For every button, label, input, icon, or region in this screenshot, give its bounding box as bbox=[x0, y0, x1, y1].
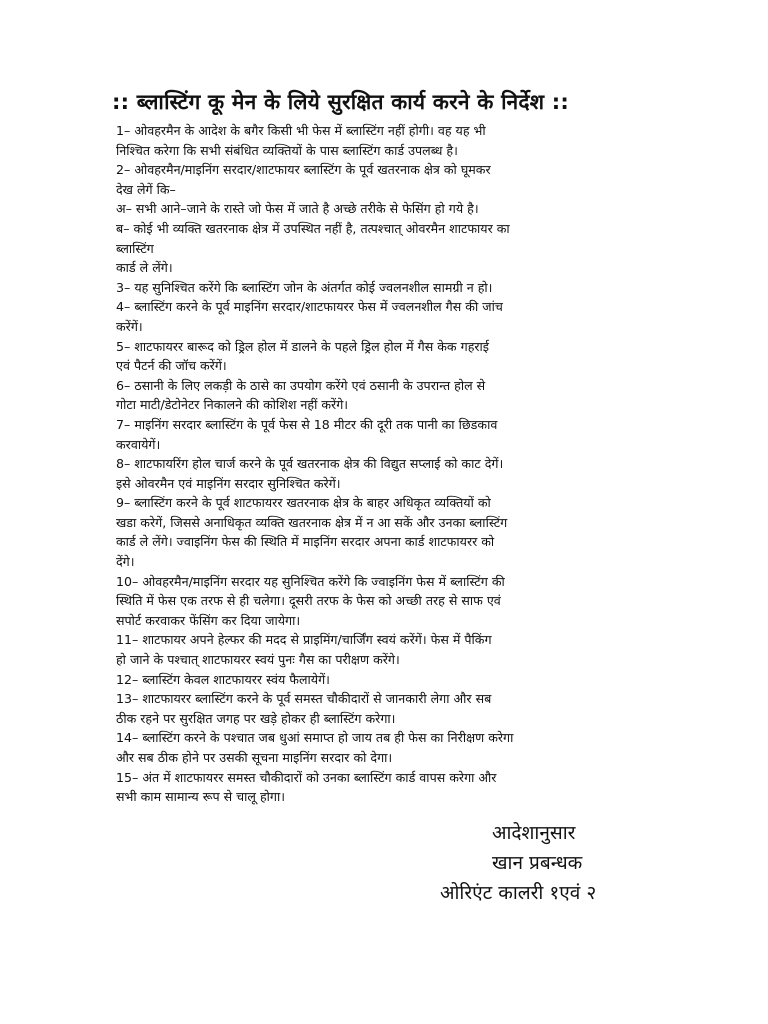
text-line: 13– शाटफायरर ब्लास्टिंग करने के पूर्व समस्त चौकीदारों से जानकारी लेगा और सब bbox=[116, 691, 492, 707]
text-line: 14– ब्लास्टिंग करने के पश्चात जब धुआं समाप्त हो जाय तब ही फेस का निरीक्षण करेगा bbox=[116, 730, 514, 746]
text-line: 5– शाटफायरर बारूद को ड्रिल होल में डालने के पहले ड्रिल होल में गैस केक गहराई bbox=[116, 338, 489, 354]
text-line: और सब ठीक होने पर उसकी सूचना माइनिंग सरदार को देगा। bbox=[116, 750, 393, 765]
text-line: 11– शाटफायर अपने हेल्फर की मदद से प्राइमिंग/चार्जिंग स्वयं करेंगें। फेस में पैकिंग bbox=[116, 632, 492, 648]
text-line: 6– ठसानी के लिए लकड़ी के ठासे का उपयोग करेंगे एवं ठसानी के उपरान्त होल से bbox=[116, 377, 486, 393]
text-line: कार्ड ले लेंगे। bbox=[116, 260, 173, 276]
text-line: एवं पैटर्न की जॉच करेंगें। bbox=[116, 358, 227, 374]
text-line: ठीक रहने पर सुरक्षित जगह पर खड़े होकर ही ब्लास्टिंग करेगा। bbox=[116, 710, 396, 726]
text-line: करेंगें। bbox=[116, 318, 143, 334]
text-line: गोटा माटी/डेटोनेटर निकालने की कोशिश नहीं करेंगे। bbox=[116, 397, 349, 413]
signature-designation: खान प्रबन्धक bbox=[492, 852, 583, 874]
signature-order-line: आदेशानुसार bbox=[492, 822, 576, 844]
text-line: देंगे। bbox=[116, 554, 135, 570]
text-line: 7– माइनिंग सरदार ब्लास्टिंग के पूर्व फेस से 18 मीटर की दूरी तक पानी का छिडकाव bbox=[116, 416, 498, 432]
text-line: 15– अंत में शाटफायरर समस्त चौकीदारों को उनका ब्लास्टिंग कार्ड वापस करेगा और bbox=[116, 769, 497, 785]
text-line: निश्चित करेगा कि सभी संबंधित व्यक्तियों के पास ब्लास्टिंग कार्ड उपलब्ध है। bbox=[116, 142, 458, 158]
text-line: 2– ओवहरमैन/माइनिंग सरदार/शाटफायर ब्लास्टिंग के पूर्व खतरनाक क्षेत्र को घूमकर bbox=[116, 162, 491, 178]
document-title: :: ब्लास्टिंग कू मेन के लिये सुरक्षित कार्य करने के निर्देश :: bbox=[112, 90, 569, 114]
instruction-list bbox=[116, 121, 656, 807]
text-line: 3– यह सुनिश्चित करेंगे कि ब्लास्टिंग जोन के अंतर्गत कोई ज्वलनशील सामग्री न हो। bbox=[116, 279, 493, 295]
text-line: 9– ब्लास्टिंग करने के पूर्व शाटफायरर खतरनाक क्षेत्र के बाहर अधिकृत व्यक्तियों को bbox=[116, 495, 491, 511]
text-line: करवायेगें। bbox=[116, 436, 161, 452]
signature-organization: ओरिएंट कालरी १एवं २ bbox=[440, 882, 597, 904]
text-line: सभी काम सामान्य रूप से चालू होगा। bbox=[116, 789, 286, 805]
text-line: कार्ड ले लेंगे। ज्वाइनिंग फेस की स्थिति में माइनिंग सरदार अपना कार्ड शाटफायरर को bbox=[116, 534, 495, 550]
text-line: 12– ब्लास्टिंग केवल शाटफायरर स्वंय फैलायेगें। bbox=[116, 671, 330, 687]
text-line: सपोर्ट करवाकर फेंसिंग कर दिया जायेगा। bbox=[116, 612, 301, 628]
text-line: देख लेगें कि– bbox=[116, 181, 176, 197]
text-line: अ– सभी आने–जाने के रास्ते जो फेस में जाते है अच्छे तरीके से फेसिंग हो गये है। bbox=[116, 201, 479, 217]
text-line: खडा करेगें, जिससे अनाधिकृत व्यक्ति खतरनाक क्षेत्र में न आ सकें और उनका ब्लास्टिंग bbox=[116, 514, 508, 530]
text-line: हो जाने के पश्चात् शाटफायरर स्वयं पुनः गैस का परीक्षण करेंगे। bbox=[116, 652, 400, 668]
text-line: 10– ओवहरमैन/माइनिंग सरदार यह सुनिश्चित करेंगे कि ज्वाइनिंग फेस में ब्लास्टिंग की bbox=[116, 573, 505, 589]
text-line: इसे ओवरमैन एवं माइनिंग सरदार सुनिश्चित करेगें। bbox=[116, 475, 341, 491]
text-line: 1– ओवहरमैन के आदेश के बगैर किसी भी फेस में ब्लास्टिंग नहीं होगी। वह यह भी bbox=[116, 123, 486, 138]
text-line: 8– शाटफायरिंग होल चार्ज करने के पूर्व खतरनाक क्षेत्र की विद्युत सप्लाई को काट देगें। bbox=[116, 456, 504, 472]
text-line: ब– कोई भी व्यक्ति खतरनाक क्षेत्र में उपस्थित नहीं है, तत्पश्चात् ओवरमैन शाटफायर का bbox=[116, 220, 510, 236]
signature-block bbox=[440, 818, 680, 908]
text-line: 4– ब्लास्टिंग करने के पूर्व माइनिंग सरदार/शाटफायरर फेस में ज्वलनशील गैस की जांच bbox=[116, 299, 503, 315]
text-line: स्थिति में फेस एक तरफ से ही चलेगा। दूसरी तरफ के फेस को अच्छी तरह से साफ एवं bbox=[116, 593, 501, 609]
text-line: ब्लास्टिंग bbox=[116, 240, 154, 256]
